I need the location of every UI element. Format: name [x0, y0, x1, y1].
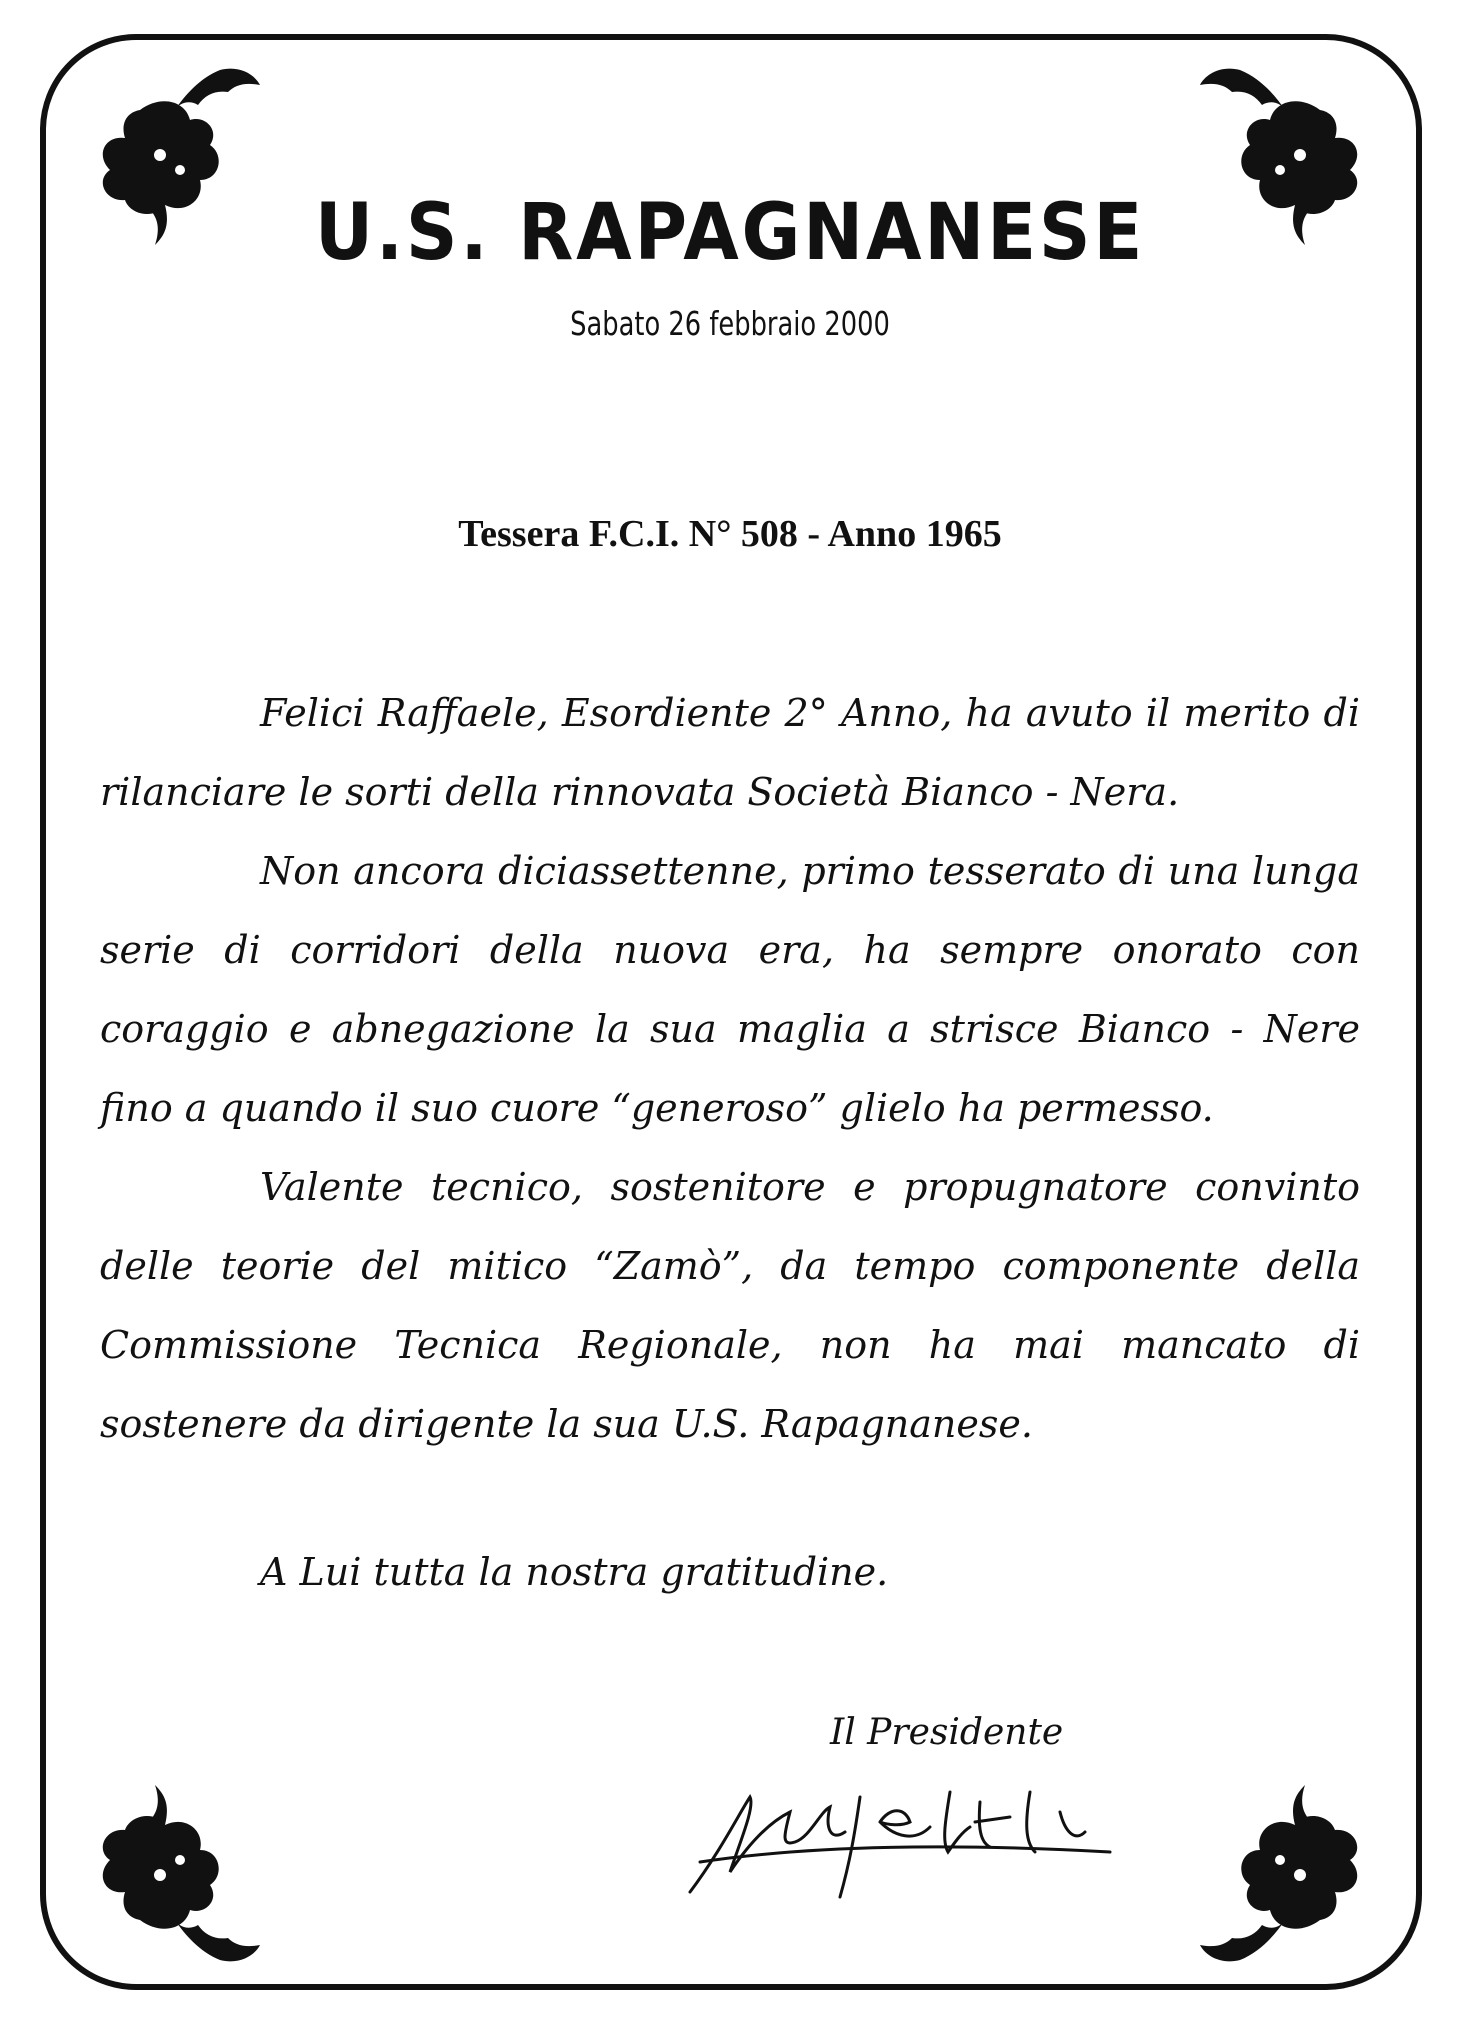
- paragraph: Valente tecnico, sostenitore e propugnatore convinto delle teorie del mitico “Zamò”, da tempo componente della Commissione Tecnica Regionale, non ha mai mancato di sostenere da dirigente la sua U.S. Rapagnanese.: [100, 1165, 1360, 1446]
- leaf-ornament-icon: [70, 1780, 270, 1980]
- leaf-ornament-icon: [1190, 1780, 1390, 1980]
- signature-role: Il Presidente: [830, 1712, 1064, 1753]
- tessera-line: Tessera F.C.I. N° 508 - Anno 1965: [458, 513, 1002, 555]
- signature-block: [680, 1712, 1140, 1932]
- body-text: [100, 674, 1360, 1464]
- paragraph: Felici Raffaele, Esordiente 2° Anno, ha avuto il merito di rilanciare le sorti della rinnovata Società Bianco - Nera.: [100, 691, 1360, 814]
- signature-icon: [680, 1752, 1140, 1902]
- page-title: U.S. RAPAGNANESE: [314, 188, 1146, 278]
- paragraph: Non ancora diciassettenne, primo tesserato di una lunga serie di corridori della nuova era, ha sempre onorato con coraggio e abnegazione la sua maglia a strisce Bianco - Nere fino a quando il suo cuore “generoso” glielo ha permesso.: [100, 849, 1360, 1130]
- closing-line: A Lui tutta la nostra gratitudine.: [260, 1550, 889, 1594]
- date-line: Sabato 26 febbraio 2000: [570, 304, 890, 343]
